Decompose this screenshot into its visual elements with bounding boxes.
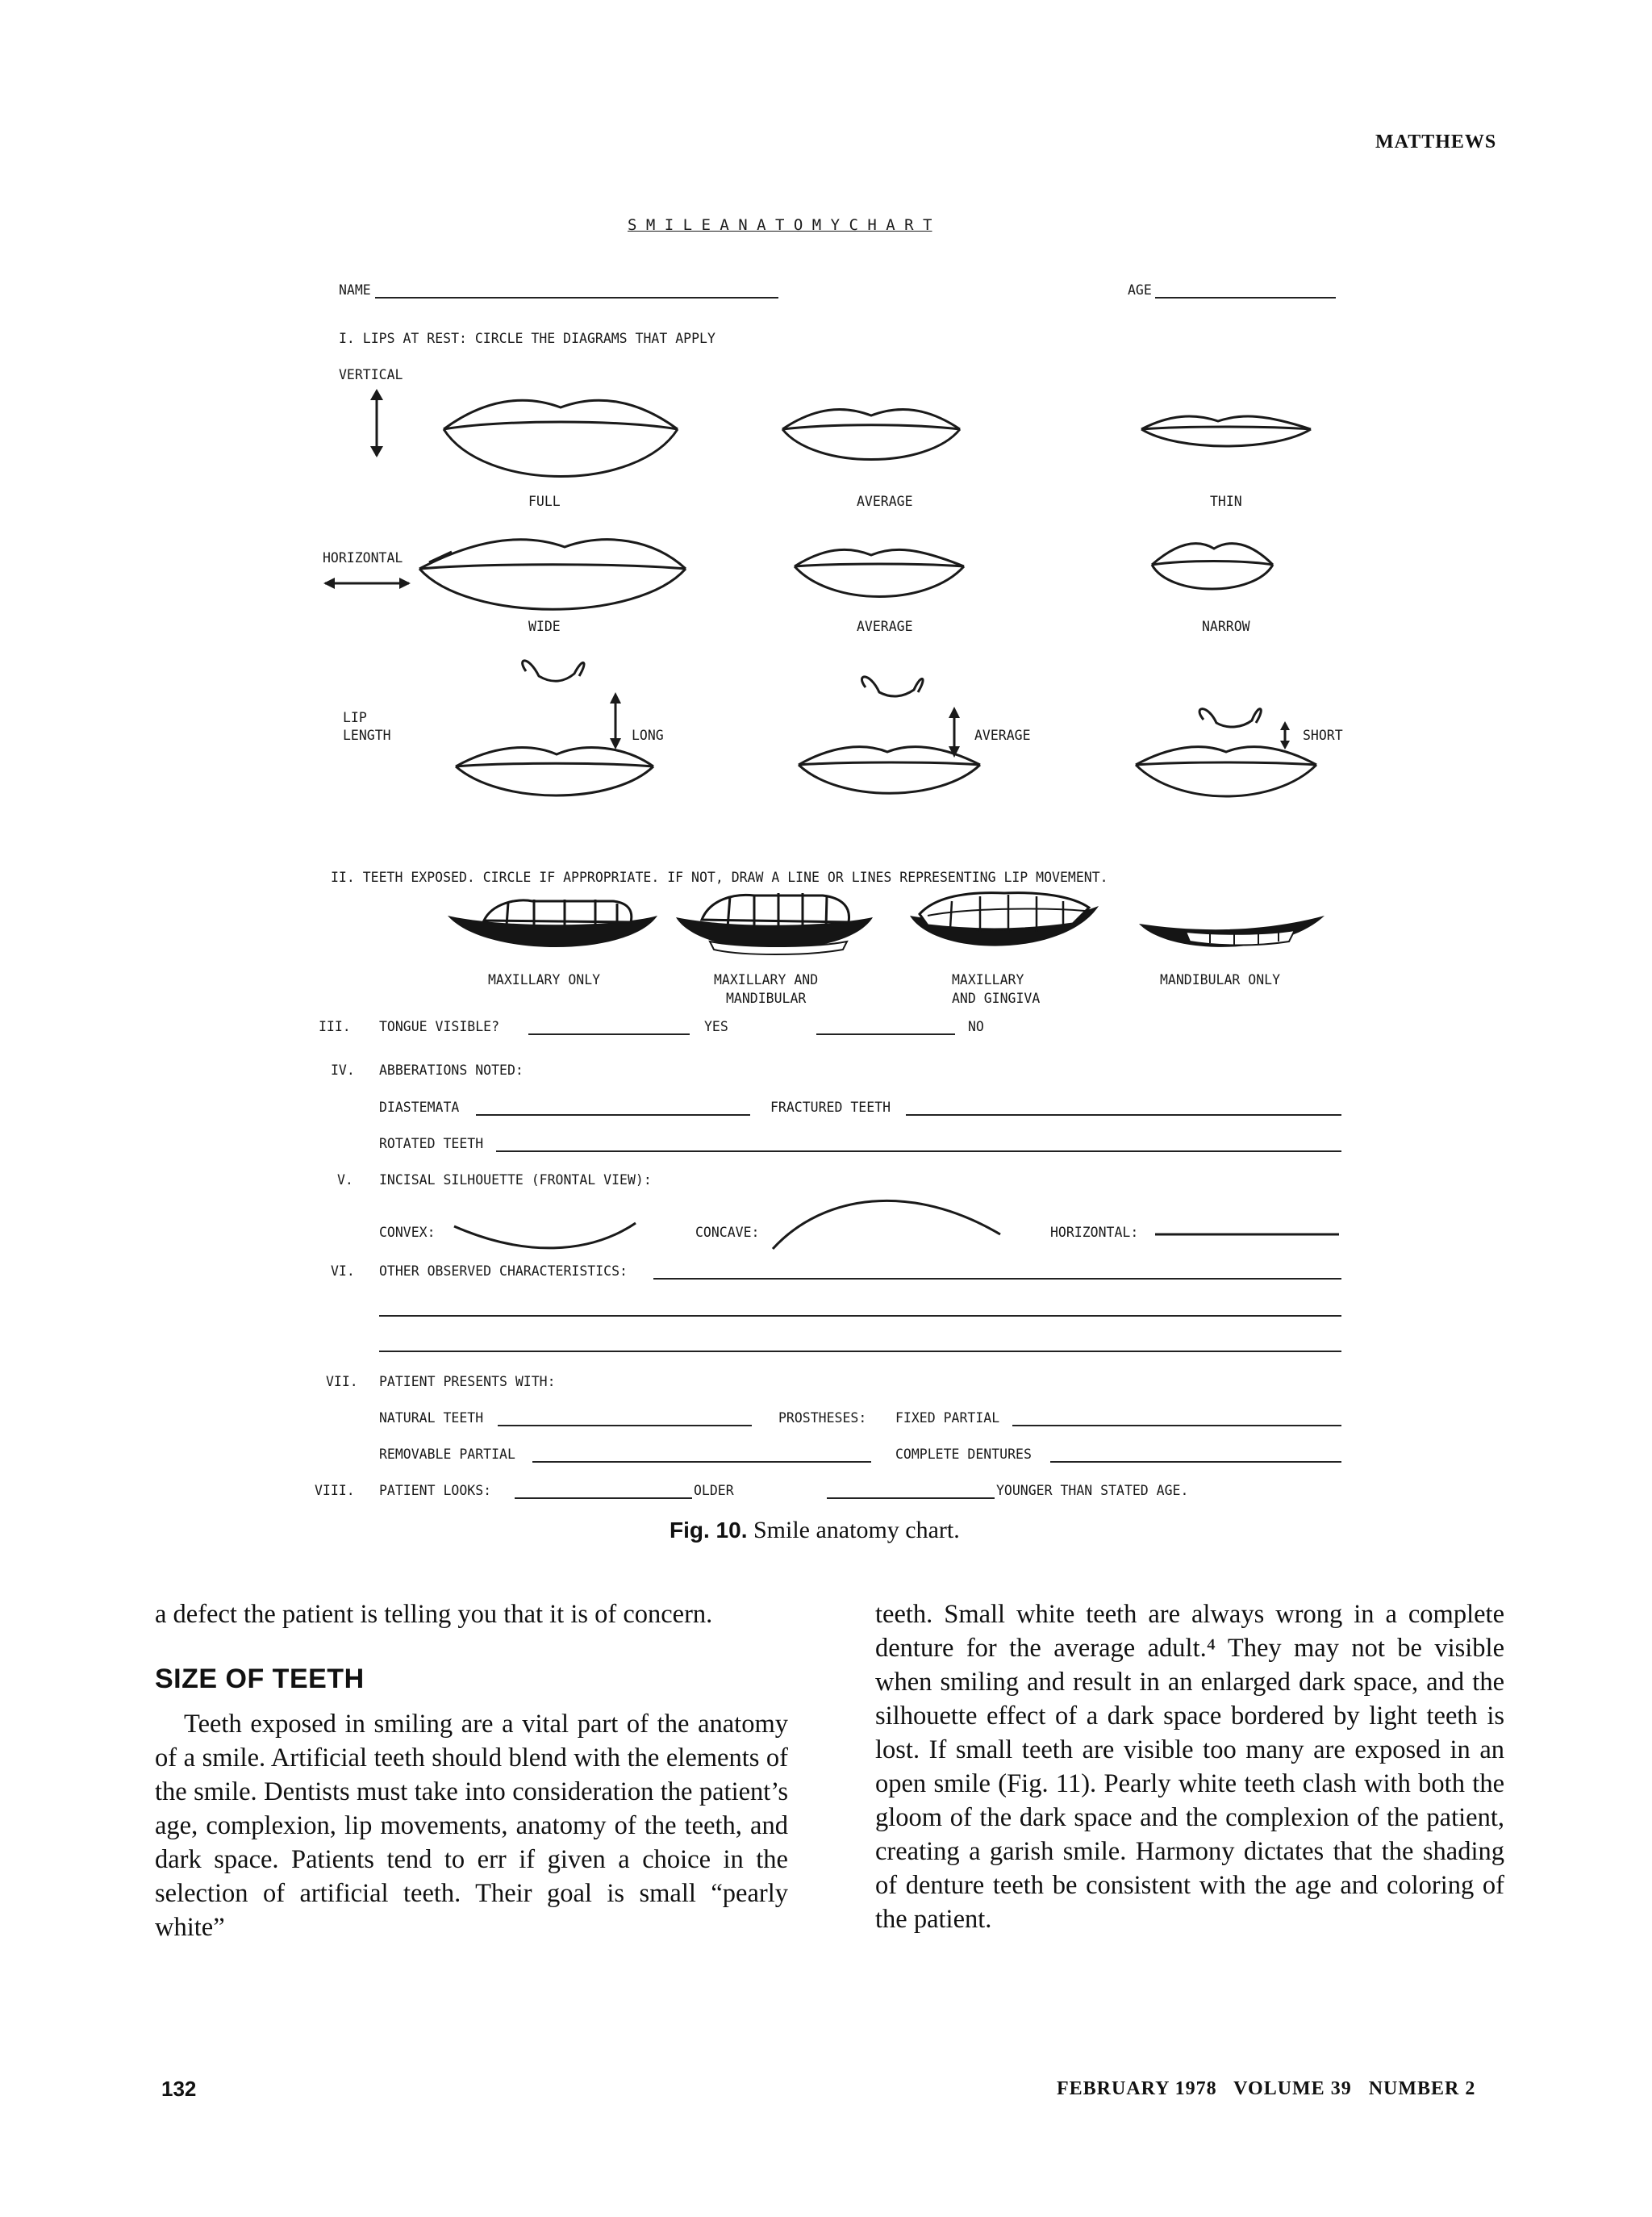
horizontal-silhouette-label: HORIZONTAL: bbox=[1050, 1225, 1139, 1240]
right-paragraph: teeth. Small white teeth are always wrong in a complete denture for the average adult.⁴ They may not be visible when smiling and result in an enlarged dark space, and the silhouette effect of a dark space bordered by light teeth is lost. If small teeth are visible too many are exposed in an open smile (Fig. 11). Pearly white teeth clash with both the gloom of the dark space and the complexion of the patient, creating a garish smile. Harmony dictates that the shading of denture teeth be consistent with the age and coloring of the patient. bbox=[875, 1600, 1504, 1934]
section-heading-size-of-teeth: SIZE OF TEETH bbox=[155, 1664, 365, 1694]
section3-numeral: III. bbox=[319, 1019, 351, 1034]
removable-partial-label: REMOVABLE PARTIAL bbox=[379, 1447, 515, 1462]
name-label: NAME bbox=[339, 282, 371, 298]
journal-issue: FEBRUARY 1978 VOLUME 39 NUMBER 2 bbox=[1057, 2078, 1476, 2099]
figure-caption-text: Smile anatomy chart. bbox=[753, 1517, 960, 1543]
label-long: LONG bbox=[632, 728, 664, 743]
concave-label: CONCAVE: bbox=[695, 1225, 760, 1240]
label-average-horizontal: AVERAGE bbox=[857, 619, 913, 634]
label-mandibular-only: MANDIBULAR ONLY bbox=[1160, 972, 1281, 987]
patient-presents-label: PATIENT PRESENTS WITH: bbox=[379, 1374, 556, 1389]
aberrations-label: ABBERATIONS NOTED: bbox=[379, 1063, 524, 1078]
tongue-visible-label: TONGUE VISIBLE? bbox=[379, 1019, 500, 1034]
younger-line bbox=[827, 1497, 995, 1499]
teeth-diagrams bbox=[0, 883, 1652, 972]
label-short: SHORT bbox=[1303, 728, 1343, 743]
section8-numeral: VIII. bbox=[315, 1483, 355, 1498]
section5-numeral: V. bbox=[337, 1172, 353, 1188]
tongue-yes-line bbox=[528, 1033, 690, 1035]
other-line-1 bbox=[653, 1278, 1341, 1280]
section7-numeral: VII. bbox=[326, 1374, 358, 1389]
lip-length-long-icon bbox=[456, 661, 653, 795]
other-line-2 bbox=[379, 1315, 1341, 1317]
figure-caption bbox=[670, 1517, 960, 1544]
lips-full-icon bbox=[444, 400, 678, 476]
label-and-gingiva: AND GINGIVA bbox=[952, 991, 1041, 1006]
label-narrow: NARROW bbox=[1202, 619, 1250, 634]
diastemata-line bbox=[476, 1114, 750, 1116]
convex-curve-icon bbox=[454, 1223, 636, 1248]
horizontal-label: HORIZONTAL bbox=[323, 550, 403, 566]
rotated-line bbox=[496, 1150, 1341, 1152]
section6-numeral: VI. bbox=[331, 1263, 355, 1279]
vertical-label: VERTICAL bbox=[339, 367, 403, 382]
smile-maxillary-and-mandibular-icon bbox=[676, 893, 873, 954]
smile-maxillary-and-gingiva-icon bbox=[910, 893, 1099, 946]
lip-length-short-icon bbox=[1136, 709, 1316, 796]
lips-average-horizontal-icon bbox=[795, 549, 964, 596]
removable-partial-line bbox=[532, 1461, 871, 1463]
other-line-3 bbox=[379, 1351, 1341, 1352]
convex-label: CONVEX: bbox=[379, 1225, 436, 1240]
lip-length-label-2: LENGTH bbox=[343, 728, 391, 743]
label-average-length: AVERAGE bbox=[974, 728, 1031, 743]
label-mandibular: MANDIBULAR bbox=[726, 991, 807, 1006]
natural-teeth-label: NATURAL TEETH bbox=[379, 1410, 484, 1426]
lip-length-average-icon bbox=[799, 677, 980, 793]
rotated-label: ROTATED TEETH bbox=[379, 1136, 484, 1151]
label-thin: THIN bbox=[1210, 494, 1242, 509]
smile-maxillary-only-icon bbox=[448, 900, 657, 947]
prostheses-label: PROSTHESES: bbox=[778, 1410, 867, 1426]
horizontal-arrow-icon bbox=[323, 578, 411, 589]
silhouette-diagrams bbox=[0, 1186, 1652, 1267]
left-paragraph-1: a defect the patient is telling you that it is of concern. bbox=[155, 1600, 713, 1629]
section1-heading: I. LIPS AT REST: CIRCLE THE DIAGRAMS THAT APPLY bbox=[339, 331, 715, 346]
lips-wide-icon bbox=[419, 540, 686, 609]
incisal-label: INCISAL SILHOUETTE (FRONTAL VIEW): bbox=[379, 1172, 652, 1188]
label-maxillary-and: MAXILLARY AND bbox=[714, 972, 819, 987]
concave-curve-icon bbox=[773, 1200, 1000, 1249]
diastemata-label: DIASTEMATA bbox=[379, 1100, 460, 1115]
vertical-arrow-icon bbox=[370, 389, 383, 457]
label-maxillary: MAXILLARY bbox=[952, 972, 1024, 987]
older-line bbox=[515, 1497, 692, 1499]
figure-number: Fig. 10. bbox=[670, 1518, 748, 1543]
fractured-line bbox=[906, 1114, 1341, 1116]
fixed-partial-line bbox=[1012, 1425, 1341, 1426]
left-paragraph-2: Teeth exposed in smiling are a vital part of the anatomy of a smile. Artificial teeth should blend with the elements of the smile. Dentists must take into consideration the patient’s age, complexion, lip movements, anatomy of the teeth, and dark space. Patients tend to err if given a choice in the selection of artificial teeth. Their goal is small “pearly white” bbox=[155, 1710, 788, 1942]
age-label: AGE bbox=[1128, 282, 1152, 298]
patient-looks-label: PATIENT LOOKS: bbox=[379, 1483, 492, 1498]
natural-teeth-line bbox=[498, 1425, 752, 1426]
right-column bbox=[875, 1597, 1504, 1936]
section4-numeral: IV. bbox=[331, 1063, 355, 1078]
label-maxillary-only: MAXILLARY ONLY bbox=[488, 972, 601, 987]
older-label: OLDER bbox=[694, 1483, 734, 1498]
label-full: FULL bbox=[528, 494, 561, 509]
younger-label: YOUNGER THAN STATED AGE. bbox=[996, 1483, 1189, 1498]
complete-dentures-line bbox=[1050, 1461, 1341, 1463]
lips-narrow-icon bbox=[1152, 544, 1273, 589]
complete-dentures-label: COMPLETE DENTURES bbox=[895, 1447, 1032, 1462]
running-header-author: MATTHEWS bbox=[1375, 132, 1497, 152]
smile-mandibular-only-icon bbox=[1139, 916, 1325, 947]
label-average-vertical: AVERAGE bbox=[857, 494, 913, 509]
chart-title: S M I L E A N A T O M Y C H A R T bbox=[628, 216, 932, 234]
lip-length-label-1: LIP bbox=[343, 710, 367, 725]
fixed-partial-label: FIXED PARTIAL bbox=[895, 1410, 1000, 1426]
other-characteristics-label: OTHER OBSERVED CHARACTERISTICS: bbox=[379, 1263, 628, 1279]
fractured-label: FRACTURED TEETH bbox=[770, 1100, 891, 1115]
tongue-no-line bbox=[816, 1033, 955, 1035]
section2-heading: II. TEETH EXPOSED. CIRCLE IF APPROPRIATE. IF NOT, DRAW A LINE OR LINES REPRESENTING LIP MOVEMENT. bbox=[331, 870, 1108, 885]
label-wide: WIDE bbox=[528, 619, 561, 634]
lips-average-vertical-icon bbox=[782, 410, 960, 460]
tongue-no-label: NO bbox=[968, 1019, 984, 1034]
left-column bbox=[155, 1597, 788, 1944]
lips-thin-icon bbox=[1141, 416, 1311, 446]
lip-diagrams bbox=[0, 0, 1652, 912]
page-number: 132 bbox=[161, 2077, 197, 2101]
tongue-yes-label: YES bbox=[704, 1019, 728, 1034]
